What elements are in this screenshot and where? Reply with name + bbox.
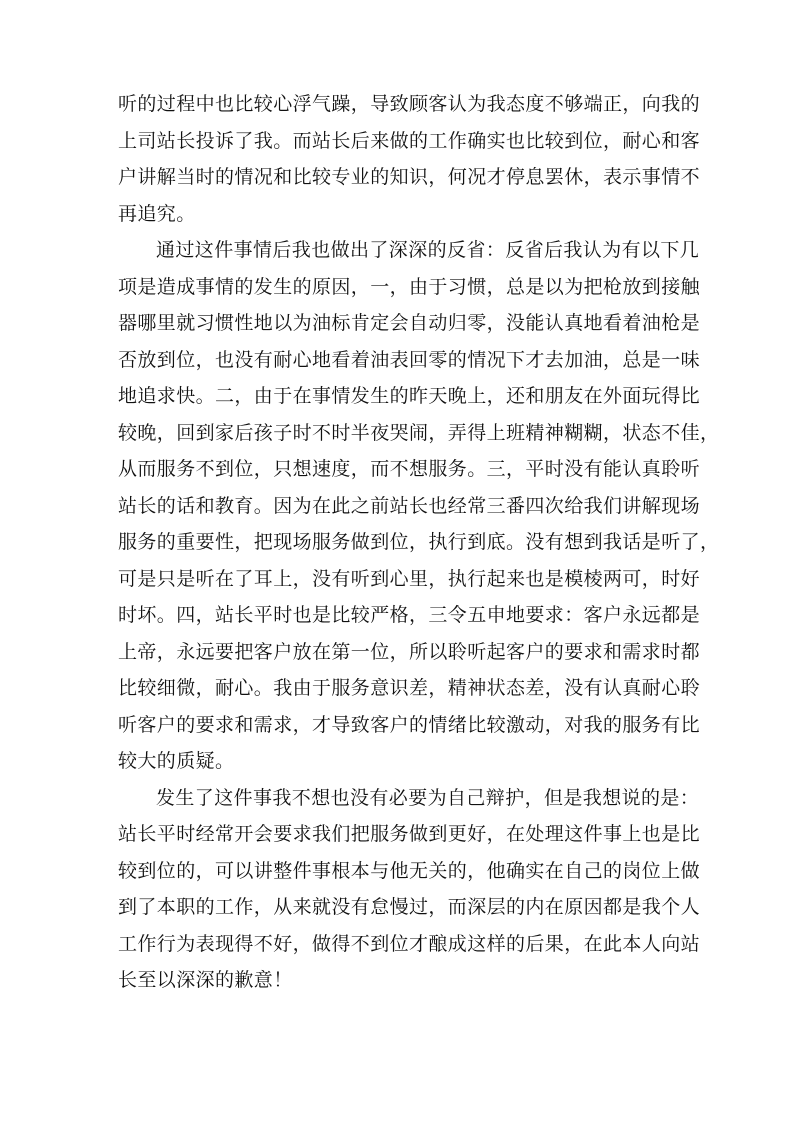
document-body: [118, 86, 720, 999]
text-line: 听客户的要求和需求，才导致客户的情绪比较激动，对我的服务有比: [118, 713, 701, 736]
text-line: 时坏。四，站长平时也是比较严格，三令五申地要求：客户永远都是: [118, 604, 701, 626]
text-line: 较晚，回到家后孩子时不时半夜哭闹，弄得上班精神糊糊，状态不佳，: [118, 421, 720, 444]
paragraph-first-line: 发生了这件事我不想也没有必要为自己辩护，但是我想说的是：: [156, 786, 700, 809]
text-line: 站长的话和教育。因为在此之前站长也经常三番四次给我们讲解现场: [118, 494, 701, 517]
text-line: 上司站长投诉了我。而站长后来做的工作确实也比较到位，耐心和客: [118, 129, 701, 152]
text-line: 站长平时经常开会要求我们把服务做到更好，在处理这件事上也是比: [118, 823, 701, 845]
text-line: 服务的重要性，把现场服务做到位，执行到底。没有想到我话是听了，: [118, 531, 720, 553]
text-line: 从而服务不到位，只想速度，而不想服务。三，平时没有能认真聆听: [118, 458, 701, 480]
paragraph-first-line: 通过这件事情后我也做出了深深的反省：反省后我认为有以下几: [156, 239, 700, 261]
text-line: 较大的质疑。: [118, 750, 235, 772]
text-line: 器哪里就习惯性地以为油标肯定会自动归零，没能认真地看着油枪是: [118, 312, 701, 334]
text-line: 上帝，永远要把客户放在第一位，所以聆听起客户的要求和需求时都: [118, 640, 701, 663]
text-line: 较到位的，可以讲整件事根本与他无关的，他确实在自己的岗位上做: [118, 859, 701, 882]
text-line: 地追求快。二，由于在事情发生的昨天晚上，还和朋友在外面玩得比: [118, 385, 701, 407]
text-line: 工作行为表现得不好，做得不到位才酿成这样的后果，在此本人向站: [118, 932, 701, 955]
text-line: 户讲解当时的情况和比较专业的知识，何况才停息罢休，表示事情不: [118, 166, 701, 188]
text-line: 听的过程中也比较心浮气躁，导致顾客认为我态度不够端正，向我的: [118, 93, 701, 115]
text-line: 比较细微，耐心。我由于服务意识差，精神状态差，没有认真耐心聆: [118, 677, 701, 699]
text-line: 到了本职的工作，从来就没有怠慢过，而深层的内在原因都是我个人: [118, 896, 701, 918]
text-line: 项是造成事情的发生的原因，一，由于习惯，总是以为把枪放到接触: [118, 275, 701, 298]
text-line: 再追究。: [118, 202, 196, 225]
text-line: 长至以深深的歉意！: [118, 969, 293, 991]
text-line: 否放到位，也没有耐心地看着油表回零的情况下才去加油，总是一味: [118, 348, 701, 371]
text-line: 可是只是听在了耳上，没有听到心里，执行起来也是模棱两可，时好: [118, 567, 701, 590]
